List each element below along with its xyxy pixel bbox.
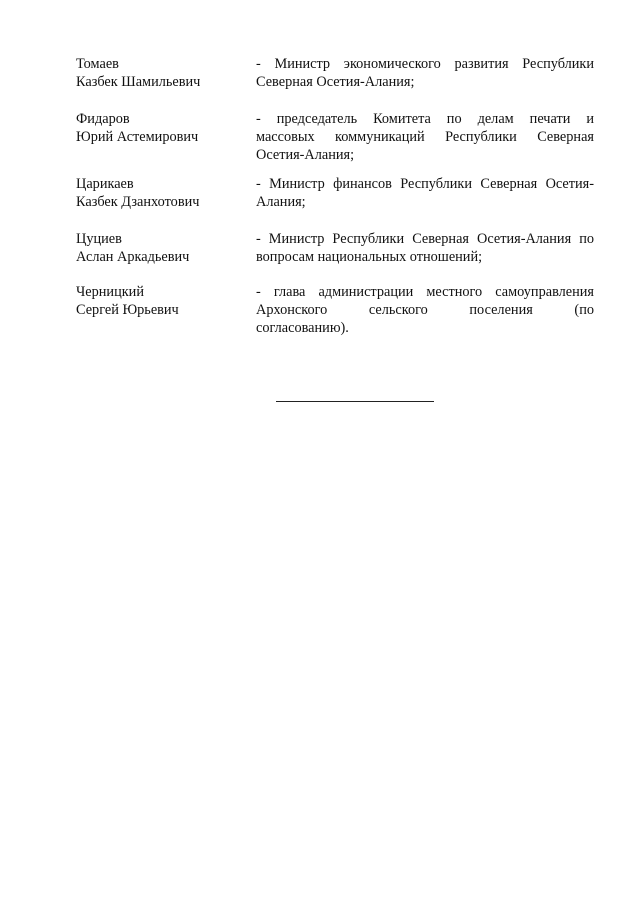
closing-rule — [276, 401, 434, 402]
member-given: Юрий Астемирович — [76, 129, 199, 145]
role-line: согласованию). — [256, 320, 349, 336]
member-name — [76, 230, 246, 266]
role-line: Северная Осетия-Алания; — [256, 74, 415, 90]
role-line: массовых коммуникаций Республики Северная — [256, 129, 594, 145]
role-line: - председатель Комитета по делам печати и — [256, 111, 594, 127]
role-line: - Министр финансов Республики Северная Осетия- — [256, 176, 594, 192]
role-line: - Министр экономического развития Республики — [256, 56, 594, 72]
member-surname: Царикаев — [76, 176, 134, 192]
member-role — [256, 230, 594, 266]
member-name — [76, 110, 246, 146]
member-surname: Фидаров — [76, 111, 130, 127]
member-given: Казбек Дзанхотович — [76, 194, 200, 210]
member-given: Сергей Юрьевич — [76, 302, 179, 318]
member-surname: Черницкий — [76, 284, 144, 300]
role-line: - глава администрации местного самоуправления — [256, 284, 594, 300]
member-role — [256, 55, 594, 91]
member-surname: Цуциев — [76, 231, 122, 247]
role-line: Осетия-Алания; — [256, 147, 355, 163]
role-line: Алания; — [256, 194, 306, 210]
member-surname: Томаев — [76, 56, 119, 72]
role-line: вопросам национальных отношений; — [256, 249, 483, 265]
role-line: Архонского сельского поселения (по — [256, 302, 594, 318]
member-role — [256, 110, 594, 164]
member-name — [76, 283, 246, 319]
member-name — [76, 55, 246, 91]
member-given: Аслан Аркадьевич — [76, 249, 190, 265]
member-role — [256, 175, 594, 211]
member-role — [256, 283, 594, 337]
role-line: - Министр Республики Северная Осетия-Алания по — [256, 231, 594, 247]
member-name — [76, 175, 246, 211]
member-given: Казбек Шамильевич — [76, 74, 201, 90]
